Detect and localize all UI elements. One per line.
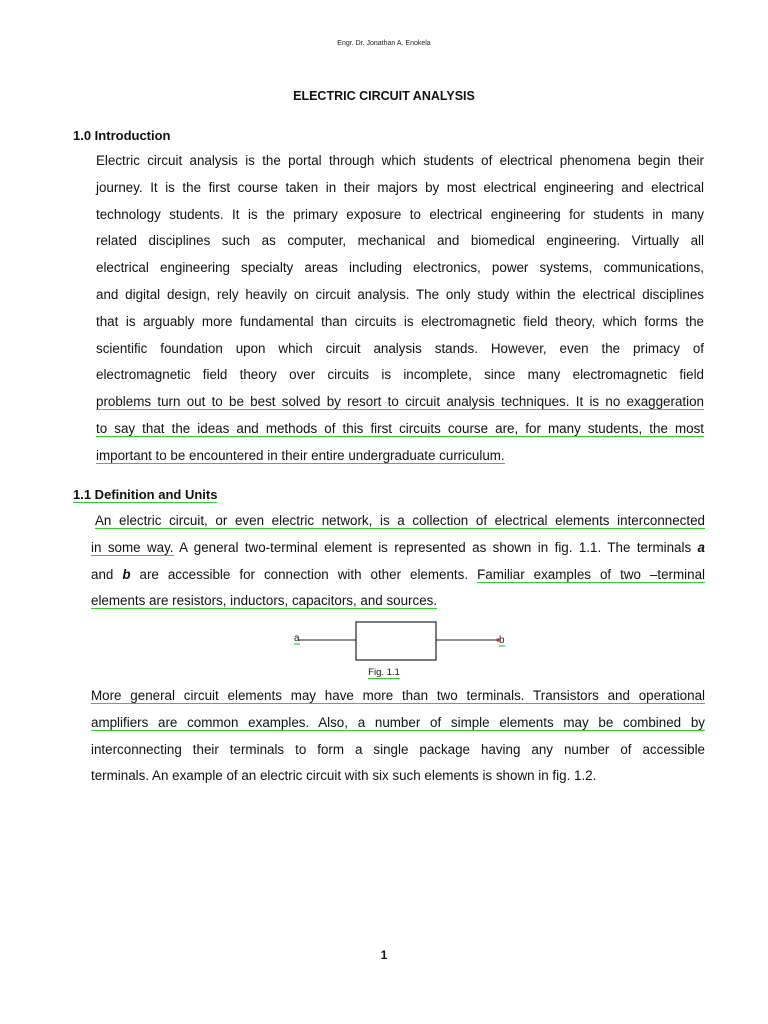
section-heading-definition: 1.1 Definition and Units bbox=[73, 487, 218, 502]
paragraph-line: and digital design, rely heavily on circuit analysis. The only study within the electrical disciplines bbox=[96, 286, 704, 302]
paragraph-line: technology students. It is the primary exposure to electrical engineering for students in many bbox=[96, 206, 704, 222]
paragraph-line bbox=[96, 443, 704, 470]
paragraph-line: scientific foundation upon which circuit analysis stands. However, even the primacy of bbox=[96, 340, 704, 356]
paragraph-line: amplifiers are common examples. Also, a number of simple elements may be combined by bbox=[91, 714, 705, 730]
highlighted-text: to say that the ideas and methods of this first circuits course are, for many students, the most bbox=[96, 420, 704, 436]
paragraph-line: More general circuit elements may have more than two terminals. Transistors and operational bbox=[91, 688, 705, 703]
terminal-b-label: b bbox=[499, 635, 505, 646]
page-header-author: Engr. Dr. Jonathan A. Enokela bbox=[337, 40, 431, 47]
paragraph-line: Electric circuit analysis is the portal through which students of electrical phenomena begin their bbox=[96, 153, 704, 168]
paragraph-line: that is arguably more fundamental than circuits is electromagnetic field theory, which forms the bbox=[96, 313, 704, 329]
highlighted-text: problems turn out to be best solved by resort to circuit analysis techniques. It is no exaggeration bbox=[96, 394, 704, 410]
paragraph-line: electrical engineering specialty areas including electronics, power systems, communications, bbox=[96, 260, 704, 276]
paragraph-line bbox=[96, 389, 704, 416]
paragraph-line: related disciplines such as computer, mechanical and biomedical engineering. Virtually all bbox=[96, 233, 704, 249]
paragraph-line bbox=[96, 416, 704, 443]
paragraph-line: interconnecting their terminals to form a single package having any number of accessible bbox=[91, 741, 705, 757]
paragraph-line: terminals. An example of an electric circuit with six such elements is shown in fig. 1.2. bbox=[91, 768, 597, 784]
paragraph-line: An electric circuit, or even electric network, is a collection of electrical elements interconnected bbox=[95, 513, 705, 528]
document-title: ELECTRIC CIRCUIT ANALYSIS bbox=[293, 89, 475, 103]
terminal-a-label: a bbox=[294, 633, 300, 644]
page-number: 1 bbox=[380, 948, 388, 962]
figure-caption: Fig. 1.1 bbox=[368, 667, 400, 678]
paragraph-introduction bbox=[96, 148, 704, 470]
highlighted-text: important to be encountered in their entire undergraduate curriculum. bbox=[96, 447, 505, 463]
section-heading-introduction: 1.0 Introduction bbox=[73, 128, 171, 143]
paragraph-multi-terminal bbox=[91, 683, 705, 790]
paragraph-line: in some way. A general two-terminal element is represented as shown in fig. 1.1. The terminals a bbox=[91, 539, 705, 555]
paragraph-line: elements are resistors, inductors, capacitors, and sources. bbox=[91, 593, 438, 609]
paragraph-definition bbox=[91, 508, 705, 615]
paragraph-line: journey. It is the first course taken in their majors by most electrical engineering and electrical bbox=[96, 179, 704, 195]
paragraph-line: and b are accessible for connection with other elements. Familiar examples of two –terminal bbox=[91, 566, 706, 582]
paragraph-line: electromagnetic field theory over circuits is incomplete, since many electromagnetic field bbox=[96, 367, 704, 383]
element-box bbox=[356, 622, 436, 660]
